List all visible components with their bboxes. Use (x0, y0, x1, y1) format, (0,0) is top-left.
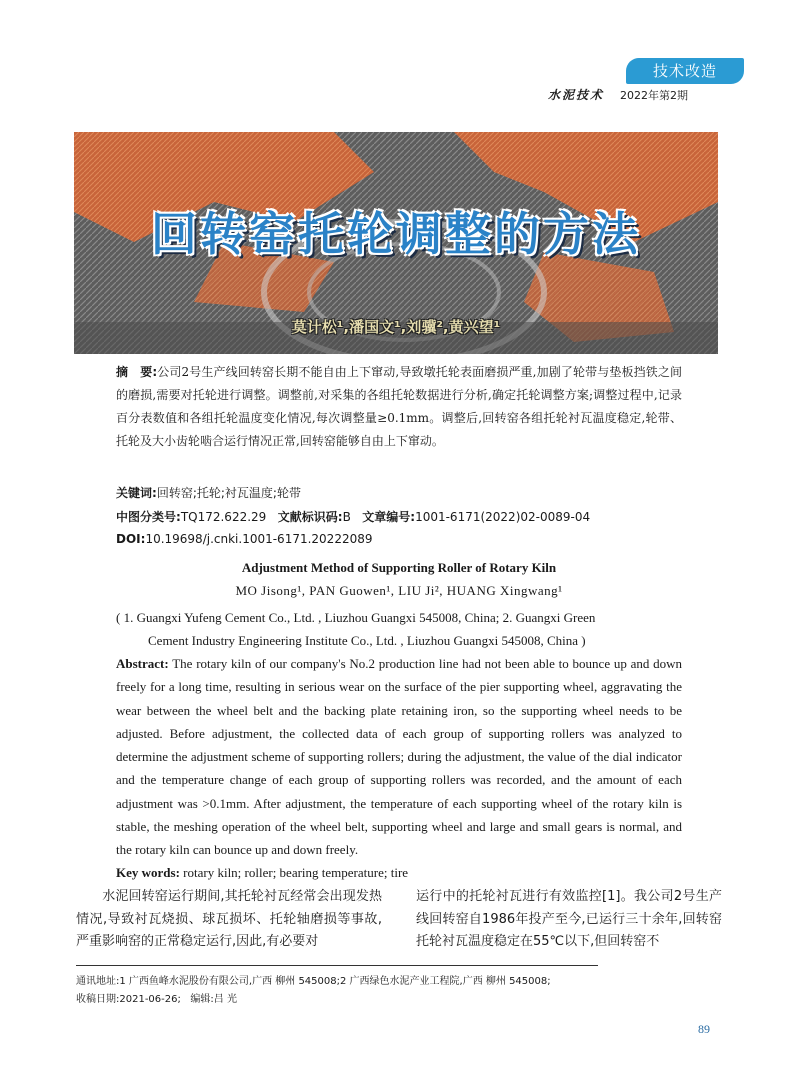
classification-line (116, 508, 590, 525)
abstract-cn-label: 摘 要: (116, 365, 158, 379)
abstract-cn-text: 公司2号生产线回转窑长期不能自由上下窜动,导致墩托轮表面磨损严重,加剧了轮带与垫板挡铁之间的磨损,需要对托轮进行调整。调整前,对采集的各组托轮数据进行分析,确定托轮调整方案;调整过程中,记录百分表数值和各组托轮温度变化情况,每次调整量≥0.1mm。调整后,回转窑各组托轮衬瓦温度稳定,轮带、托轮及大小齿轮啮合运行情况正常,回转窑能够自由上下窜动。 (116, 365, 682, 448)
doc-code-value: B (342, 510, 351, 524)
journal-name: 水泥技术 (548, 88, 605, 102)
english-keywords-text: rotary kiln; roller; bearing temperature; tire (179, 865, 409, 880)
article-no-value: 1001-6171(2022)02-0089-04 (415, 510, 591, 524)
doi-label: DOI: (116, 532, 146, 546)
journal-issue: 2022年第2期 (620, 89, 688, 102)
doi-line (116, 532, 373, 546)
doi-value: 10.19698/j.cnki.1001-6171.20222089 (145, 532, 373, 546)
clc-label: 中图分类号: (116, 510, 181, 524)
english-abstract (116, 652, 682, 862)
english-authors: MO Jisong¹, PAN Guowen¹, LIU Ji², HUANG Xingwang¹ (235, 583, 563, 598)
section-tag: 技术改造 (626, 58, 744, 84)
english-abstract-label: Abstract: (116, 656, 169, 671)
article-no-label: 文章编号: (362, 510, 416, 524)
affiliation-line-1: ( 1. Guangxi Yufeng Cement Co., Ltd. , Liuzhou Guangxi 545008, China; 2. Guangxi Green (116, 610, 596, 625)
footnote-address: 通讯地址:1 广西鱼峰水泥股份有限公司,广西 柳州 545008;2 广西绿色水泥产业工程院,广西 柳州 545008; (76, 976, 551, 987)
english-affiliation (116, 606, 682, 652)
english-abstract-text: The rotary kiln of our company's No.2 production line had not been able to bounce up and down freely for a long time, resulting in serious wear on the surface of the pier supporting wheel, aggravating the wear between the wheel belt and the backing plate retaining iron, so the supporting wheel needs to be adjusted. Before adjustment, the collected data of each group of supporting rollers was analyzed to determine the adjustment scheme of supporting rollers; during the adjustment, the value of the dial indicator and the temperature change of each group of supporting rollers was recorded, and the amount of each adjustment was >0.1mm. After adjustment, the temperature of each supporting wheel of the rotary kiln is stable, the meshing operation of the wheel belt, supporting wheel and large and small gears is normal, and the rotary kiln can bounce up and down freely. (116, 656, 682, 858)
clc-value: TQ172.622.29 (180, 510, 267, 524)
footnote-received (76, 990, 237, 1005)
keywords-cn (116, 484, 301, 501)
english-keywords (116, 861, 682, 884)
keywords-cn-text: 回转窑;托轮;衬瓦温度;轮带 (156, 486, 301, 500)
body-column-left: 水泥回转窑运行期间,其托轮衬瓦经常会出现发热情况,导致衬瓦烧损、球瓦损坏、托轮轴磨损等事故,严重影响窑的正常稳定运行,因此,有必要对 (76, 889, 382, 949)
english-title: Adjustment Method of Supporting Roller of Rotary Kiln (241, 560, 557, 575)
article-authors-cn: 莫计松¹,潘国文¹,刘骥²,黄兴望¹ (291, 318, 501, 336)
article-title: 回转窑托轮调整的方法 (151, 207, 641, 261)
editor-label: 编辑: (190, 994, 214, 1005)
footnote-divider (76, 965, 598, 966)
received-date: 2021-06-26; (119, 994, 181, 1005)
body-column-right: 运行中的托轮衬瓦进行有效监控[1]。我公司2号生产线回转窑自1986年投产至今,已运行三十余年,回转窑托轮衬瓦温度稳定在55℃以下,但回转窑不 (416, 889, 722, 949)
editor-name: 吕 光 (213, 994, 237, 1005)
affiliation-line-2: Cement Industry Engineering Institute Co., Ltd. , Liuzhou Guangxi 545008, China ) (148, 633, 586, 648)
keywords-cn-label: 关键词: (116, 486, 157, 500)
english-keywords-label: Key words: (116, 865, 180, 880)
doc-code-label: 文献标识码: (277, 510, 343, 524)
abstract-cn (116, 361, 682, 453)
title-banner (74, 132, 718, 354)
page-number: 89 (698, 1022, 710, 1036)
received-label: 收稿日期: (76, 994, 120, 1005)
